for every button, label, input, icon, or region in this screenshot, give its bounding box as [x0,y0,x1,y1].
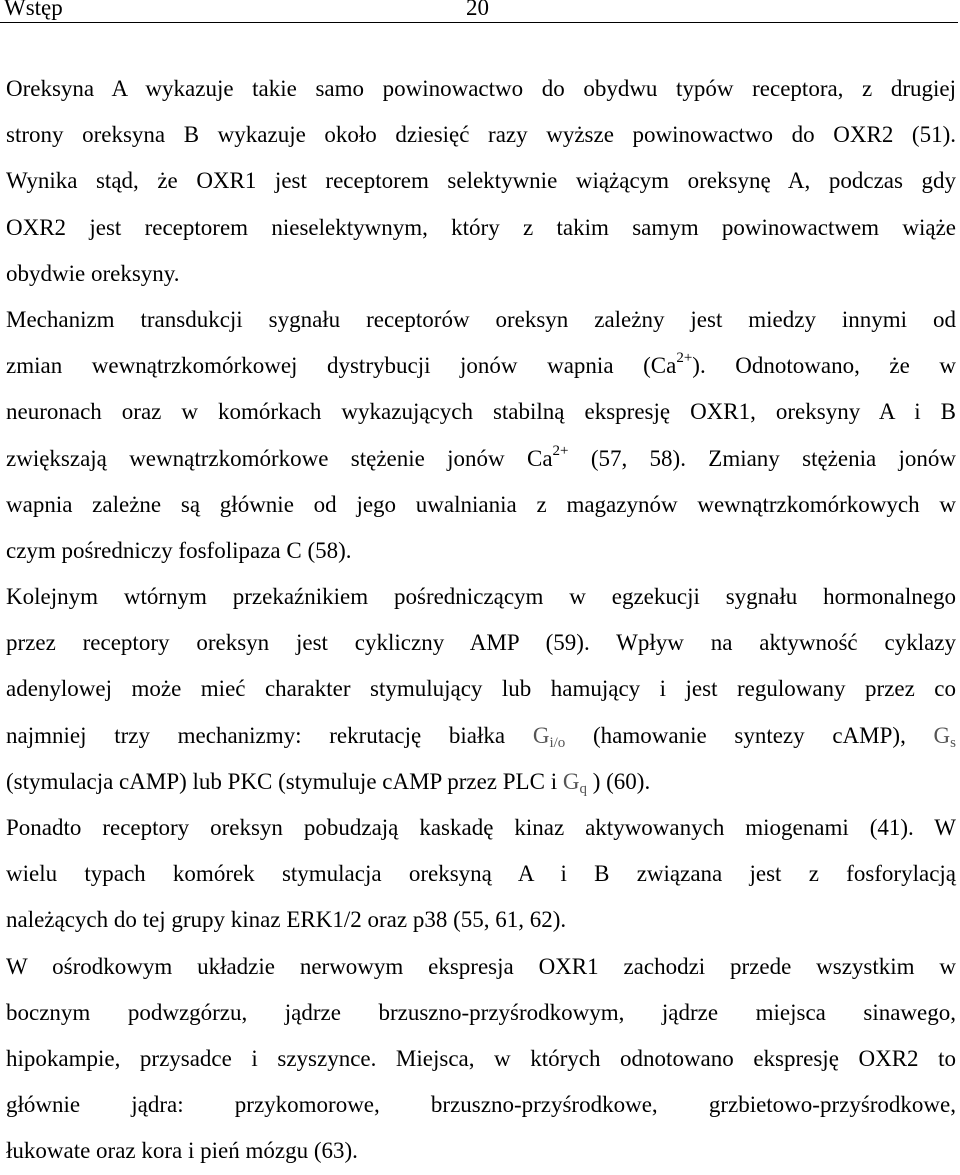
paragraph-5 [6,944,956,1175]
text-run: (hamowanie syntezy cAMP), [565,722,934,748]
paragraph-2 [6,297,956,574]
text-line: OXR2 jest receptorem nieselektywnym, który z takim samym powinowactwem wiąże [6,214,956,240]
text-line [6,436,956,482]
text-line: adenylowej może mieć charakter stymulujący lub hamujący i jest regulowany przez co [6,676,956,702]
page-number: 20 [466,0,489,20]
text-run: (57, 58). Zmiany stężenia jonów [568,445,957,471]
text-run: ) (60). [586,768,651,794]
text-run: zwiększają wewnątrzkomórkowe stężenie jonów Ca [6,445,553,471]
g-protein-symbol: G [933,722,951,748]
subscript: s [950,734,956,751]
g-protein-symbol: G [562,768,580,794]
text-line: Wynika stąd, że OXR1 jest receptorem selektywnie wiążącym oreksynę A, podczas gdy [6,168,956,194]
text-run: ). Odnotowano, że w [692,353,956,379]
paragraph-1 [6,66,956,297]
page-header [0,0,958,23]
text-line: obydwie oreksyny. [6,260,180,286]
text-line: łukowate oraz kora i pień mózgu (63). [6,1138,358,1164]
text-run: najmniej trzy mechanizmy: rekrutację białka [6,722,533,748]
subscript: q [579,780,587,797]
paragraph-3 [6,574,956,805]
text-line [6,343,956,389]
text-line: hipokampie, przysadce i szyszynce. Miejsca, w których odnotowano ekspresję OXR2 to [6,1045,956,1071]
text-line: bocznym podwzgórzu, jądrze brzuszno-przyśrodkowym, jądrze miejsca sinawego, [6,999,956,1025]
text-line: strony oreksyna B wykazuje około dziesięć razy wyższe powinowactwo do OXR2 (51). [6,122,956,148]
body-text [6,66,956,1175]
text-line: Kolejnym wtórnym przekaźnikiem pośredniczącym w egzekucji sygnału hormonalnego [6,584,956,610]
subscript: i/o [549,734,566,751]
text-run: zmian wewnątrzkomórkowej dystrybucji jonów wapnia (Ca [6,353,677,379]
superscript: 2+ [676,350,693,367]
g-protein-symbol: G [532,722,550,748]
text-line: należących do tej grupy kinaz ERK1/2 oraz p38 (55, 61, 62). [6,907,567,933]
text-line: wielu typach komórek stymulacja oreksyną A i B związana jest z fosforylacją [6,861,956,887]
text-line: Mechanizm transdukcji sygnału receptorów oreksyn zależny jest miedzy innymi od [6,306,956,332]
text-line: Oreksyna A wykazuje takie samo powinowactwo do obydwu typów receptora, z drugiej [6,76,956,101]
text-line: wapnia zależne są głównie od jego uwalniania z magazynów wewnątrzkomórkowych w [6,491,956,517]
text-line: czym pośredniczy fosfolipaza C (58). [6,537,352,563]
text-line [6,759,956,805]
paragraph-4 [6,805,956,944]
text-line: głównie jądra: przykomorowe, brzuszno-przyśrodkowe, grzbietowo-przyśrodkowe, [6,1092,956,1118]
text-line: W ośrodkowym układzie nerwowym ekspresja OXR1 zachodzi przede wszystkim w [6,953,956,979]
superscript: 2+ [552,442,569,459]
text-line: Ponadto receptory oreksyn pobudzają kaskadę kinaz aktywowanych miogenami (41). W [6,815,956,840]
text-run: (stymulacja cAMP) lub PKC (stymuluje cAMP przez PLC i [6,768,563,794]
text-line [6,713,956,759]
section-title: Wstęp [4,0,63,20]
text-line: neuronach oraz w komórkach wykazujących stabilną ekspresję OXR1, oreksyny A i B [6,399,956,425]
text-line: przez receptory oreksyn jest cykliczny AMP (59). Wpływ na aktywność cyklazy [6,630,956,656]
